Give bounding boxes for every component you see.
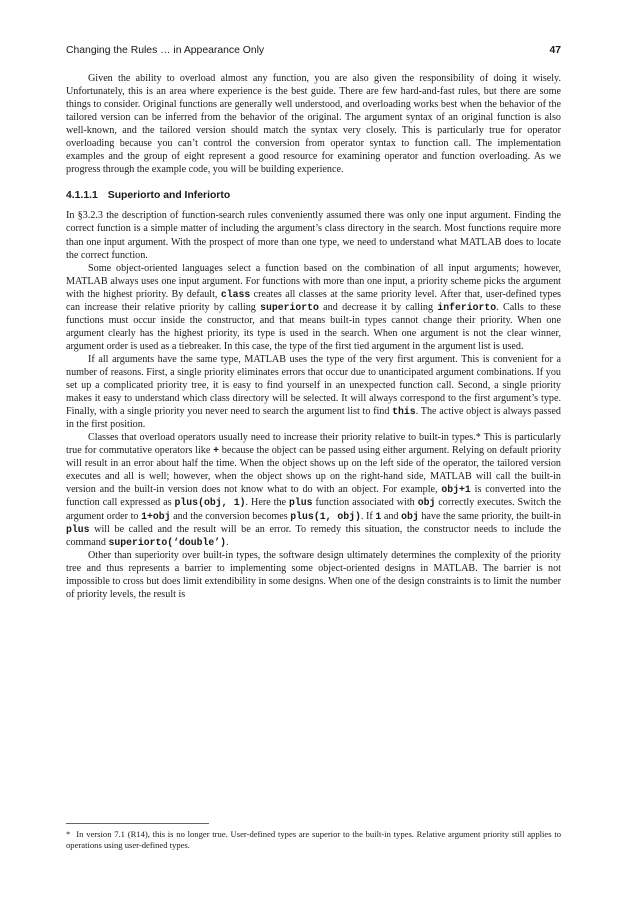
footnote-mark: * bbox=[66, 829, 71, 839]
text-run: correctly executes. Switch the argument order to bbox=[66, 497, 562, 522]
paragraph-6: Other than superiority over built-in types, the software design ultimately determines the complexity of the priority tree and thus represents a barrier to implementing some object-oriented designs in MATLAB. The barrier is not impossible to cross but does limit extendibility in some designs. When one of the design constraints is to limit the number of priority levels, the result is bbox=[66, 549, 561, 600]
code-superiorto: superiorto bbox=[260, 301, 319, 313]
code-superiorto-double: superiorto(‘double’) bbox=[108, 536, 227, 548]
section-title: Superiorto and Inferiorto bbox=[107, 190, 231, 202]
code-plus: plus bbox=[66, 523, 90, 535]
code-inferiorto: inferiorto bbox=[437, 301, 497, 313]
section-number: 4.1.1.1 bbox=[66, 190, 98, 202]
code-this: this bbox=[392, 406, 416, 418]
text-run: is converted into the function call expressed as bbox=[66, 484, 561, 509]
text-run: If all arguments have the same type, MATLAB uses the type of the very first argument. This is convenient for a number of reasons. First, a single priority eliminates errors that occur due to unanticipated argument combinations. If you set up a complicated priority tree, it is easy to find yourself in an unexpected function call. Second, a single priority makes it easy to understand which class directory will be selected. It will always correspond to the first argument’s type. Finally, with a single priority you never need to search the argument list to find bbox=[66, 353, 561, 418]
text-run: and decrease it by calling bbox=[318, 301, 438, 313]
page-number: 47 bbox=[549, 45, 561, 56]
code-obj-plus-1: obj+1 bbox=[441, 484, 471, 496]
text-run: . The active object is always passed in the first position. bbox=[66, 406, 561, 431]
text-run: have the same priority, the built-in bbox=[418, 510, 562, 522]
text-run: . If bbox=[360, 510, 376, 522]
text-run: Some object-oriented languages select a function based on the combination of all input arguments; however, MATLAB always uses one input argument. For functions with more than one input, a priority scheme picks the argument with the highest priority. By default, bbox=[66, 262, 561, 300]
text-run: . bbox=[226, 536, 229, 548]
footnote bbox=[66, 829, 561, 851]
code-1-plus-obj: 1+obj bbox=[141, 510, 171, 522]
text-run: . Calls to these functions must occur inside the constructor, and that means built-in types cannot change their priority. When one argument clearly has the highest priority, its type is used in the search. When one argument is not the clear winner, argument order is used as a tiebreaker. In this case, the type of the first tied argument in the argument list is used. bbox=[66, 301, 561, 352]
text-run: and bbox=[381, 510, 402, 522]
text-run: creates all classes at the same priority level. After that, user-defined types can increase their relative priority by calling bbox=[66, 288, 561, 313]
running-header bbox=[66, 45, 561, 59]
footnote-rule bbox=[66, 823, 209, 824]
text-run: function associated with bbox=[312, 497, 418, 509]
code-plus-1-obj: plus(1, obj) bbox=[290, 510, 361, 522]
paragraph-2: In §3.2.3 the description of function-search rules conveniently assumed there was only one input argument. Finding the correct function is a simple matter of including the argument’s class directory in the search. Most functions require more than one input argument. With the prospect of more than one type, we need to understand what MATLAB does to locate the correct function. bbox=[66, 210, 561, 261]
running-title: Changing the Rules … in Appearance Only bbox=[66, 45, 265, 56]
footnote-text: In version 7.1 (R14), this is no longer true. User-defined types are superior to the built-in types. Relative argument priority still applies to operations using user-defined types. bbox=[66, 829, 561, 851]
body-text bbox=[66, 72, 561, 601]
paragraph-3 bbox=[66, 262, 561, 353]
text-run: . Here the bbox=[245, 497, 289, 509]
code-class: class bbox=[220, 288, 251, 300]
code-one: 1 bbox=[375, 510, 382, 522]
section-heading bbox=[66, 189, 561, 202]
code-plus-obj-1: plus(obj, 1) bbox=[174, 497, 246, 509]
paragraph-1: Given the ability to overload almost any function, you are also given the responsibility of doing it wisely. Unfortunately, this is an area where experience is the best guide. There are few hard-and-fast rules, but there are some things to consider. Original functions are generally well understood, and overloading works best when the behavior of the tailored version can be inferred from the behavior of the original. The argument syntax of an original function is also well-known, and the tailored version should match the syntax very closely. This is particularly true for operator overloading because you can’t control the conversion from operator syntax to function call. The implementation examples and the group of eight represent a good resource for examining operator and function overloading. As we progress through the example code, you will be building experience. bbox=[66, 73, 561, 176]
text-run: will be called and the result will be an error. To remedy this situation, the constructor needs to include the command bbox=[66, 523, 561, 548]
paragraph-4 bbox=[66, 353, 561, 431]
code-plus-operator: + bbox=[213, 445, 219, 457]
text-run: and the conversion becomes bbox=[170, 510, 291, 522]
paragraph-5 bbox=[66, 431, 561, 548]
text-run: because the object can be passed using either argument. Relying on default priority will result in an error about half the time. When the object shows up on the left side of the operator, the tailored version executes and all is well; however, when the object shows up on the right-hand side, MATLAB will call the built-in version and the built-in version does not know what to do with an object. For example, bbox=[66, 445, 561, 496]
text-run: Classes that overload operators usually need to increase their priority relative to built-in types.* This is particularly true for commutative operators like bbox=[66, 432, 561, 457]
code-obj: obj bbox=[401, 510, 419, 522]
code-obj: obj bbox=[417, 497, 436, 509]
code-plus: plus bbox=[288, 497, 313, 509]
